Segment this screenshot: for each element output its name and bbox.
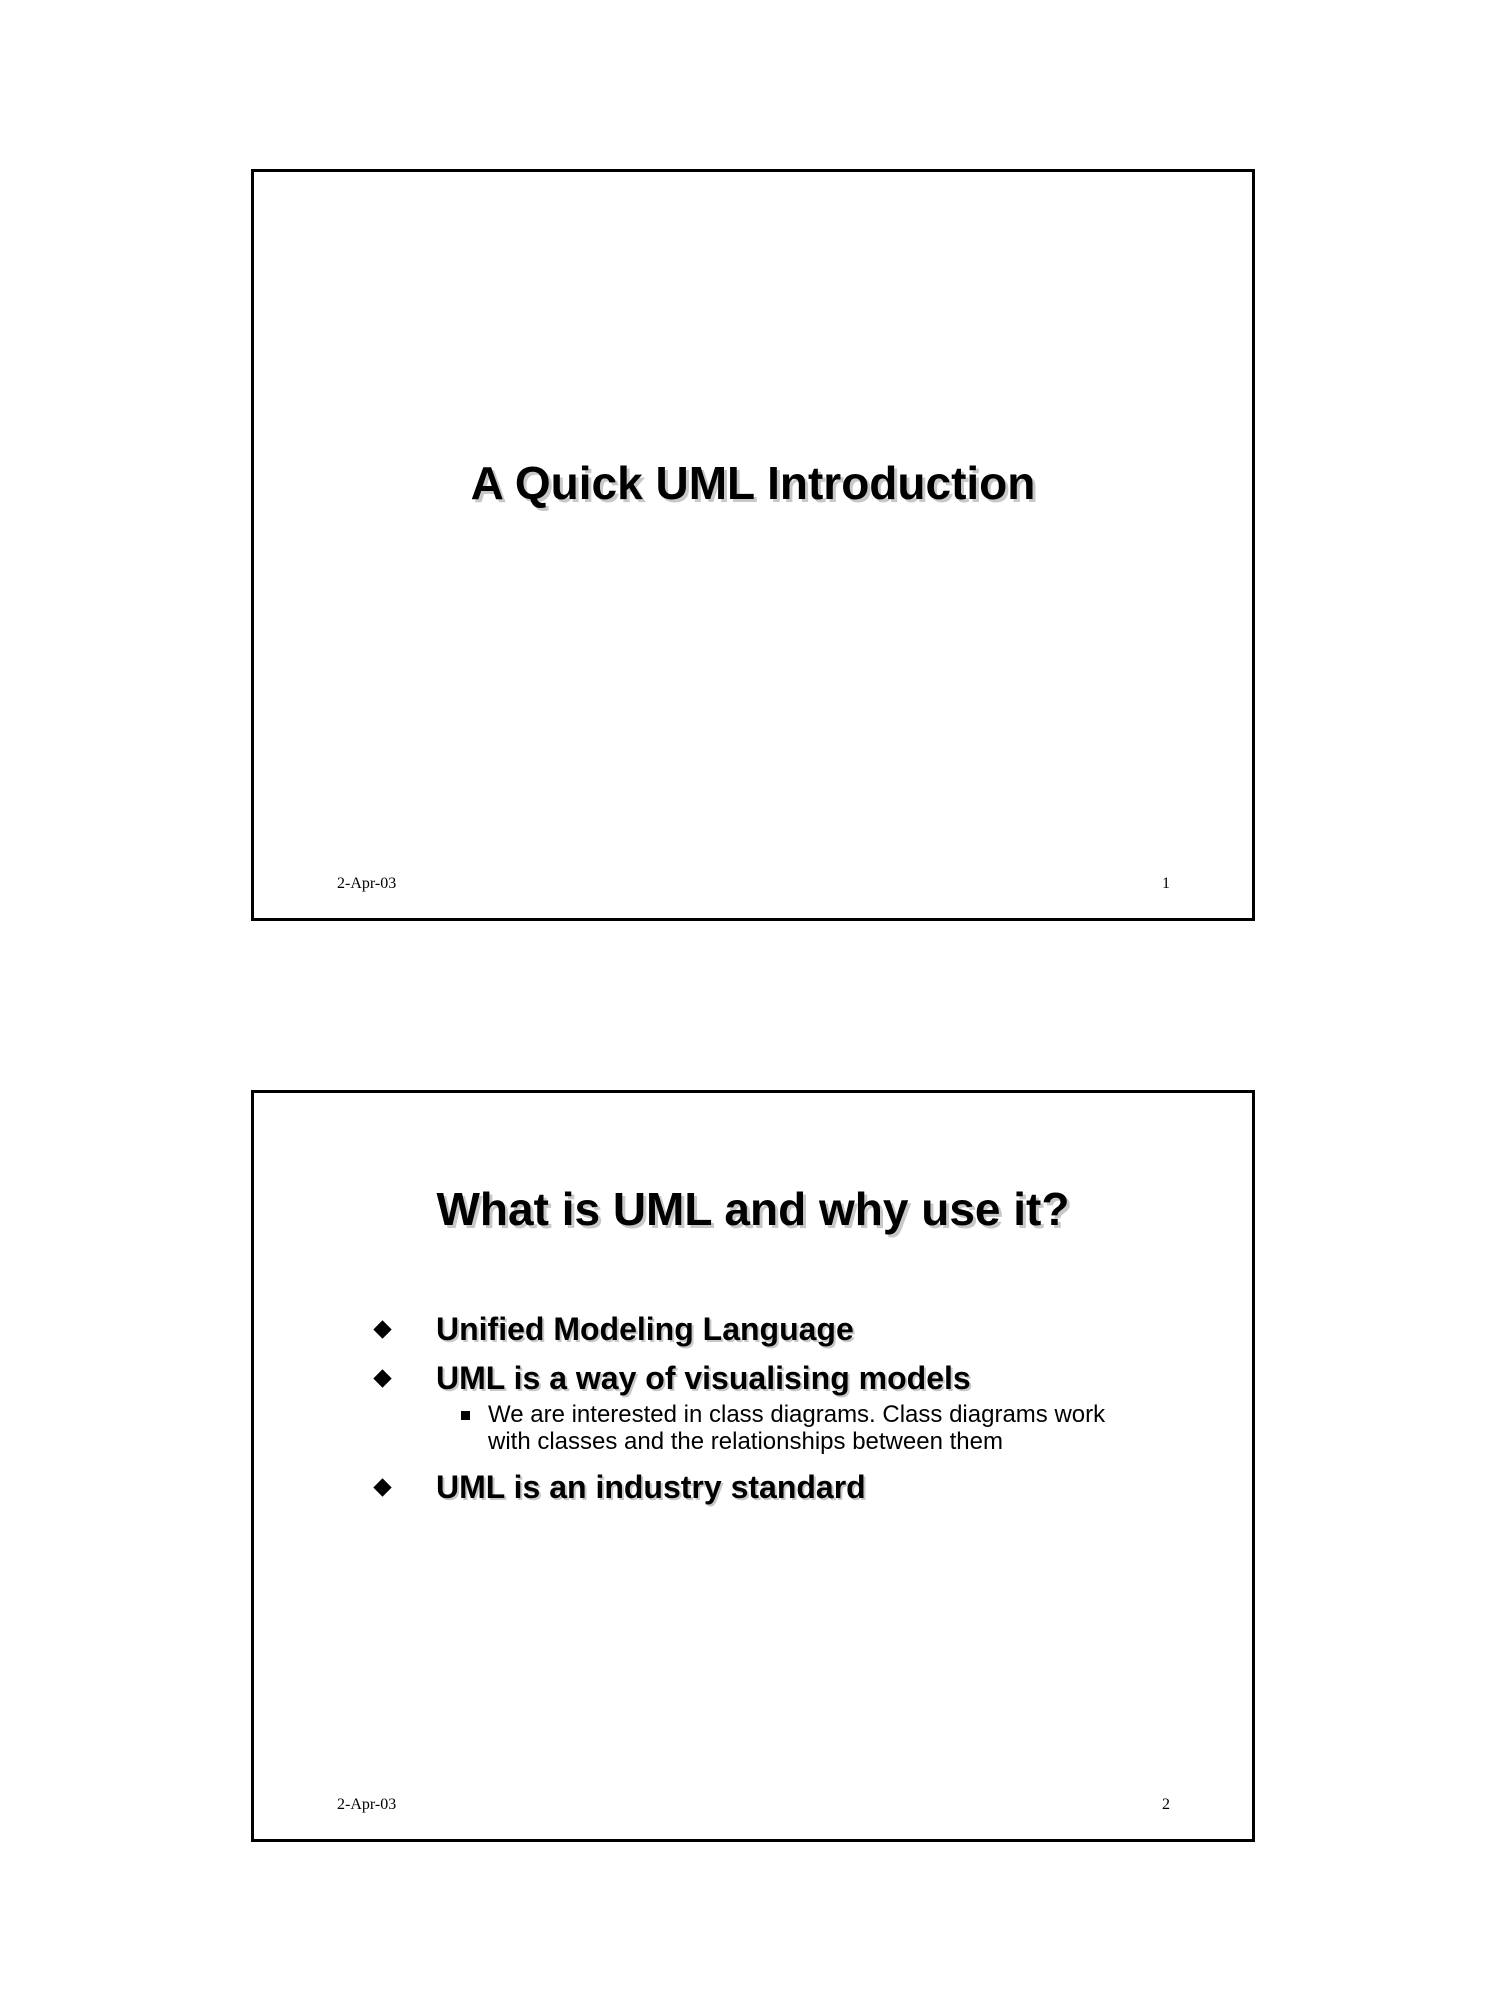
diamond-bullet-icon [373, 1478, 391, 1496]
bullet-list [254, 1309, 1252, 1516]
diamond-bullet-icon [373, 1369, 391, 1387]
diamond-bullet-icon [373, 1320, 391, 1338]
slide-date: 2-Apr-03 [337, 875, 397, 892]
slide-number: 1 [1162, 875, 1170, 892]
bullet-item [254, 1467, 1252, 1507]
slide-date: 2-Apr-03 [337, 1796, 397, 1813]
bullet-text: Unified Modeling Language [436, 1311, 854, 1347]
slide-2 [251, 1090, 1255, 1842]
bullet-text: UML is an industry standard [436, 1469, 866, 1505]
sub-bullet-text: We are interested in class diagrams. Class diagrams work with classes and the relationships between them [488, 1401, 1106, 1455]
sub-bullet-item [254, 1401, 1252, 1455]
slide-number: 2 [1162, 1796, 1170, 1813]
sub-bullet-list [254, 1401, 1252, 1455]
bullet-text: UML is a way of visualising models [436, 1360, 971, 1396]
sub-bullet-group [254, 1401, 1252, 1455]
square-bullet-icon [461, 1411, 470, 1420]
bullet-item [254, 1358, 1252, 1398]
slide-title: What is UML and why use it? [436, 1183, 1070, 1235]
bullet-item [254, 1309, 1252, 1349]
slide-1 [251, 169, 1255, 921]
slide-title: A Quick UML Introduction [470, 457, 1036, 509]
